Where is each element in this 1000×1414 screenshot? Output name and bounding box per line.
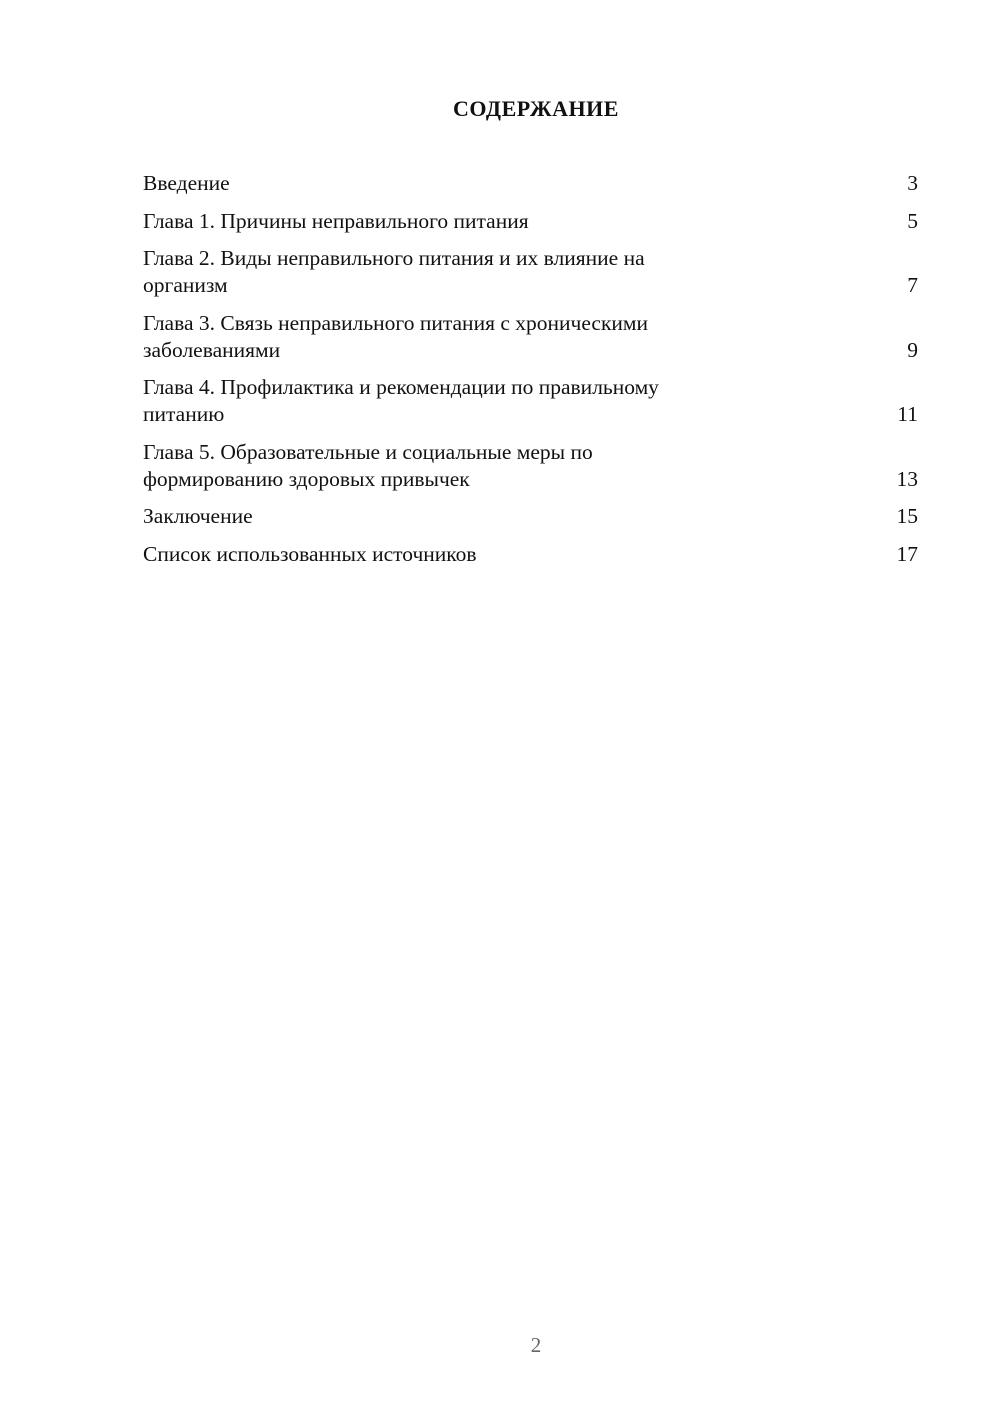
- toc-entry-title: Введение: [143, 171, 230, 195]
- toc-entry-page: 9: [907, 337, 918, 362]
- toc-entry: [143, 208, 918, 235]
- toc-entry-page: 15: [896, 504, 918, 528]
- toc-entry-title: Глава 1. Причины неправильного питания: [143, 208, 529, 233]
- toc-entry-title: Глава 2. Виды неправильного питания и их влияние на организм: [143, 246, 645, 297]
- toc-entry-title: Глава 5. Образовательные и социальные меры по формированию здоровых привычек: [143, 439, 593, 491]
- page-title: СОДЕРЖАНИЕ: [453, 96, 619, 121]
- toc-entry: [143, 374, 918, 428]
- toc-entry: [143, 439, 918, 493]
- toc-entry-title: Заключение: [143, 504, 253, 528]
- toc-entry: [143, 245, 918, 299]
- toc-entry-page: 11: [897, 402, 918, 426]
- toc-entry: [143, 170, 918, 197]
- toc-entry-title: Глава 4. Профилактика и рекомендации по правильному питанию: [143, 375, 659, 426]
- toc-entry-page: 3: [907, 171, 918, 195]
- toc-entry-title: Список использованных источников: [143, 541, 477, 566]
- toc-entry-page: 5: [907, 208, 918, 233]
- page-number: 2: [530, 1333, 542, 1357]
- toc-entry: [143, 310, 918, 364]
- toc-entry-title: Глава 3. Связь неправильного питания с хроническими заболеваниями: [143, 310, 649, 362]
- toc-entry-page: 13: [896, 466, 918, 491]
- toc-entry-page: 7: [907, 273, 918, 297]
- toc-entry-page: 17: [896, 541, 918, 566]
- table-of-contents: [143, 170, 918, 578]
- toc-entry: [143, 503, 918, 530]
- toc-entry: [143, 541, 918, 568]
